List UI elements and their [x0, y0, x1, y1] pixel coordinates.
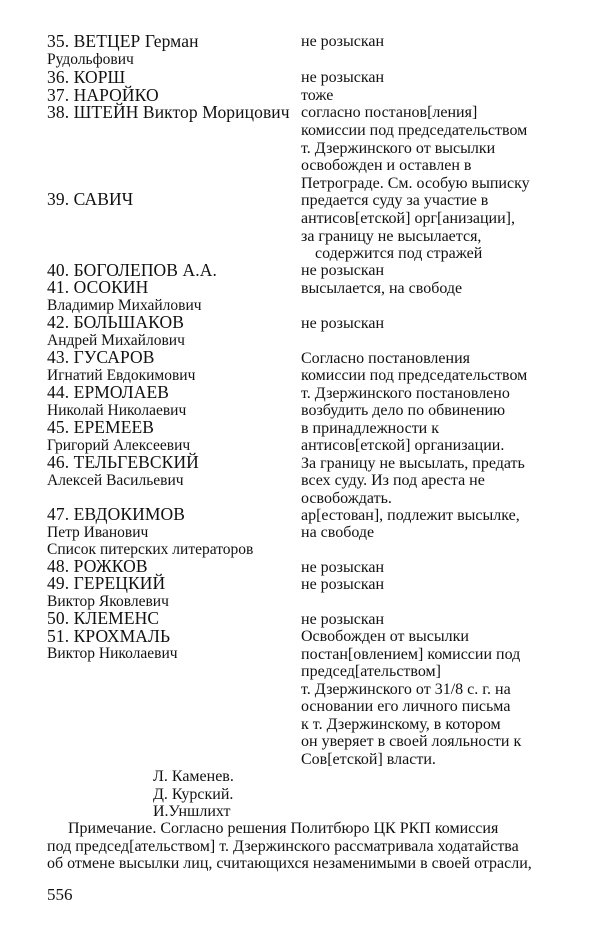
- entry-name: 35. ВЕТЦЕР Герман: [47, 31, 199, 51]
- group-status: комиссии под председательством: [301, 367, 528, 384]
- entry-name: 41. ОСОКИН: [47, 277, 149, 297]
- entry-status: председ[ательством]: [301, 663, 441, 680]
- entry-status: на свободе: [301, 524, 375, 541]
- entry-subname: Николай Николаевич: [47, 402, 187, 419]
- entry-status: Сов[етской] власти.: [301, 751, 436, 768]
- entry-status: предается суду за участие в: [301, 192, 489, 209]
- group-status: т. Дзержинского постановлено: [301, 385, 510, 402]
- entry-status: не розыскан: [301, 69, 385, 86]
- entry-status: не розыскан: [301, 33, 385, 50]
- entry-name: 36. КОРШ: [47, 67, 126, 87]
- entry-name: 48. РОЖКОВ: [47, 556, 148, 576]
- entry-subname: Владимир Михайлович: [47, 297, 202, 314]
- group-status: в принадлежности к: [301, 420, 440, 437]
- entry-status: тоже: [301, 87, 334, 104]
- entry-subname: Григорий Алексеевич: [47, 437, 191, 454]
- entry-name: 39. САВИЧ: [47, 189, 134, 209]
- group-status: освобождать.: [301, 490, 392, 507]
- group-status: возбудить дело по обвинению: [301, 402, 506, 419]
- page-number: 556: [47, 885, 73, 904]
- entry-status: т. Дзержинского от высылки: [301, 140, 496, 157]
- entry-name: 40. БОГОЛЕПОВ А.А.: [47, 260, 217, 280]
- entry-name: 45. ЕРЕМЕЕВ: [47, 417, 155, 437]
- group-status: Согласно постановления: [301, 350, 470, 367]
- entry-subname: Рудольфович: [47, 51, 134, 68]
- entry-status: за границу не высылается,: [301, 228, 482, 245]
- entry-status: содержится под стражей: [315, 245, 483, 262]
- entry-name: 38. ШТЕЙН Виктор Морицович: [47, 102, 290, 122]
- signature: Д. Курский.: [153, 786, 234, 803]
- entry-status: Петрограде. См. особую выписку: [301, 175, 530, 192]
- entry-status: комиссии под председательством: [301, 122, 528, 139]
- entry-name: 43. ГУСАРОВ: [47, 347, 155, 367]
- signature: Л. Каменев.: [153, 768, 234, 785]
- group-status: антисов[етской] организации.: [301, 437, 505, 454]
- entry-status: основании его личного письма: [301, 698, 511, 715]
- entry-name: 46. ТЕЛЬГЕВСКИЙ: [47, 452, 199, 472]
- entry-status: антисов[етской] орг[анизации],: [301, 210, 515, 227]
- entry-status: не розыскан: [301, 262, 385, 279]
- signature: И.Уншлихт: [153, 803, 231, 820]
- entry-name: 37. НАРОЙКО: [47, 85, 159, 105]
- entry-subname: Виктор Яковлевич: [47, 593, 169, 610]
- group-status: За границу не высылать, предать: [301, 455, 525, 472]
- entry-name: 47. ЕВДОКИМОВ: [47, 504, 186, 524]
- entry-name: 44. ЕРМОЛАЕВ: [47, 382, 170, 402]
- entry-status: не розыскан: [301, 559, 385, 576]
- entry-status: высылается, на свободе: [301, 280, 463, 297]
- entry-status: к т. Дзержинскому, в котором: [301, 716, 501, 733]
- entry-name: 42. БОЛЬШАКОВ: [47, 312, 185, 332]
- entry-status: освобожден и оставлен в: [301, 157, 472, 174]
- entry-status: постан[овлением] комиссии под: [301, 646, 521, 663]
- entry-status: Освобожден от высылки: [301, 628, 469, 645]
- section-heading: Список питерских литераторов: [47, 541, 254, 558]
- entry-name: 50. КЛЕМЕНС: [47, 608, 160, 628]
- entry-status: не розыскан: [301, 576, 385, 593]
- entry-subname: Виктор Николаевич: [47, 645, 178, 662]
- entry-status: не розыскан: [301, 315, 385, 332]
- entry-subname: Игнатий Евдокимович: [47, 367, 196, 384]
- entry-name: 49. ГЕРЕЦКИЙ: [47, 573, 166, 593]
- note-line: под председ[ательством] т. Дзержинского рассматривала ходатайства: [47, 838, 519, 855]
- entry-name: 51. КРОХМАЛЬ: [47, 626, 171, 646]
- entry-status: не розыскан: [301, 611, 385, 628]
- note-line: Примечание. Согласно решения Политбюро ЦК РКП комиссия: [68, 820, 499, 837]
- entry-status: он уверяет в своей лояльности к: [301, 733, 522, 750]
- entry-status: т. Дзержинского от 31/8 с. г. на: [301, 681, 511, 698]
- group-status: всех суду. Из под ареста не: [301, 472, 485, 489]
- entry-subname: Алексей Васильевич: [47, 472, 184, 489]
- entry-status: согласно постанов[ления]: [301, 104, 478, 121]
- entry-subname: Андрей Михайлович: [47, 332, 185, 349]
- entry-status: ар[естован], подлежит высылке,: [301, 507, 520, 524]
- note-line: об отмене высылки лиц, считающихся незаменимыми в своей отрасли,: [47, 855, 532, 872]
- entry-subname: Петр Иванович: [47, 524, 149, 541]
